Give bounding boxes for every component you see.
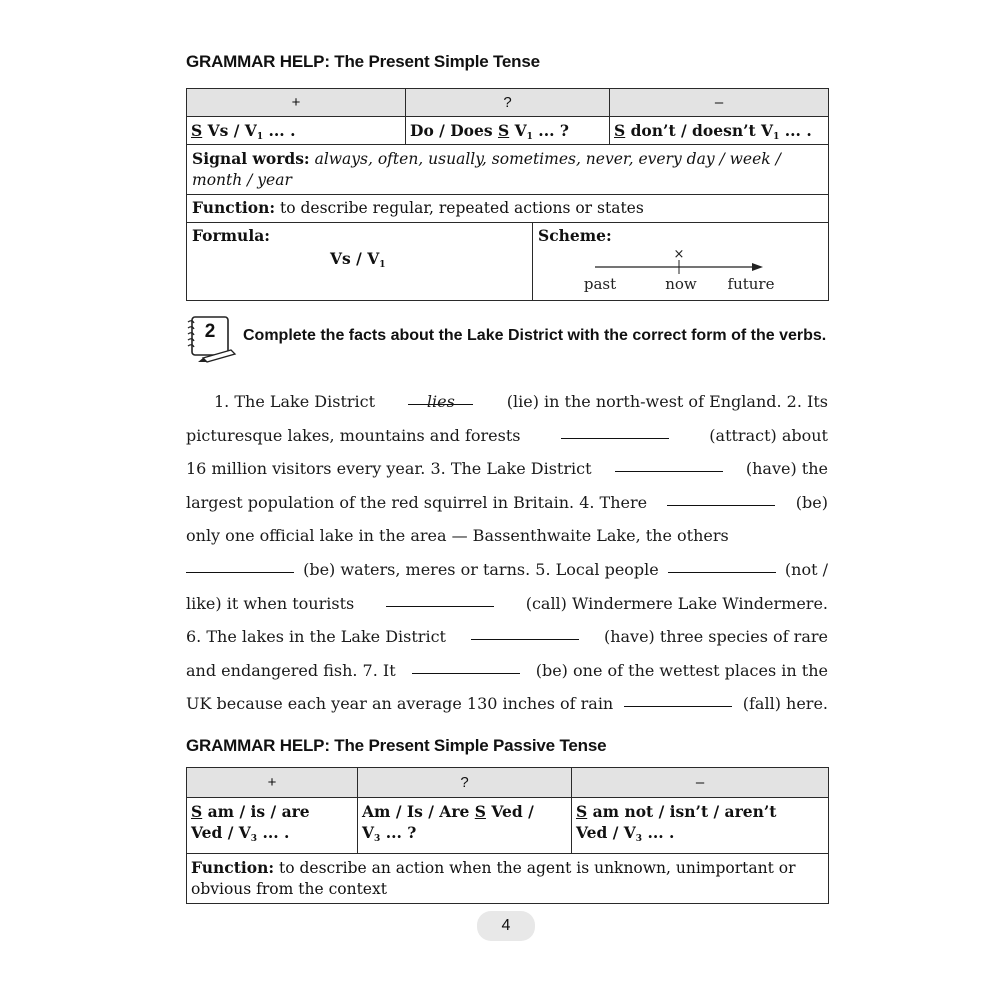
- timeline-label-future: future: [727, 275, 775, 293]
- cell-formula: [187, 223, 533, 301]
- exercise-line: [186, 519, 828, 553]
- table-row: [187, 798, 829, 854]
- cell-negative-form: S am not / isn’t / aren’t Ved / $V_3$ ... .: [572, 798, 829, 854]
- grammar-help-title-passive: GRAMMAR HELP: The Present Simple Passive Tense: [186, 736, 607, 755]
- answer-blank[interactable]: [668, 553, 776, 573]
- page-number: 4: [477, 911, 535, 941]
- exercise-line: [186, 620, 828, 654]
- cell-scheme: [533, 223, 829, 301]
- timeline-now-marker: ×: [673, 247, 685, 262]
- cell-function: Function: to describe regular, repeated actions or states: [187, 195, 829, 223]
- exercise-text-chunk: (be) waters, meres or tarns. 5. Local people: [298, 559, 664, 579]
- header-affirmative: +: [187, 768, 358, 798]
- exercise-text: [186, 385, 828, 721]
- grammar-help-title: GRAMMAR HELP: The Present Simple Tense: [186, 52, 540, 71]
- exercise-line: [186, 553, 828, 587]
- present-simple-table: [186, 88, 829, 301]
- table-header-row: [187, 89, 829, 117]
- table-row: [187, 145, 829, 195]
- exercise-line: [186, 385, 828, 419]
- scheme-label: Scheme:: [538, 226, 612, 245]
- table-row: [187, 223, 829, 301]
- exercise-text-chunk: 16 million visitors every year. 3. The Lake District: [186, 459, 597, 479]
- formula-label: Formula:: [192, 226, 270, 245]
- exercise-text-chunk: UK because each year an average 130 inches of rain: [186, 694, 619, 714]
- cell-affirmative-form: S am / is / are Ved / $V_3$ ... .: [187, 798, 358, 854]
- header-negative: –: [572, 768, 829, 798]
- header-affirmative: +: [187, 89, 406, 117]
- answer-blank[interactable]: [561, 419, 669, 439]
- table-header-row: [187, 768, 829, 798]
- answer-blank[interactable]: [615, 452, 723, 472]
- exercise-text-chunk: 6. The lakes in the Lake District: [186, 627, 452, 647]
- timeline-label-past: past: [583, 275, 617, 293]
- timeline-diagram: [533, 223, 829, 301]
- exercise-text-chunk: (call) Windermere Lake Windermere.: [520, 593, 828, 613]
- exercise-number: 2: [204, 321, 216, 342]
- header-question: ?: [406, 89, 610, 117]
- answer-blank[interactable]: [471, 620, 579, 640]
- formula-value: Vs / $V_1$: [330, 249, 386, 270]
- exercise-text-chunk: picturesque lakes, mountains and forests: [186, 425, 526, 445]
- exercise-text-chunk: (attract) about: [704, 425, 828, 445]
- table-row: [187, 854, 829, 904]
- answer-blank[interactable]: [667, 486, 775, 506]
- exercise-text-chunk: largest population of the red squirrel in Britain. 4. There: [186, 492, 653, 512]
- header-question: ?: [358, 768, 572, 798]
- timeline-label-now: now: [665, 275, 697, 293]
- exercise-line: [186, 654, 828, 688]
- exercise-line: [186, 486, 828, 520]
- header-negative: –: [610, 89, 829, 117]
- exercise-text-chunk: (be): [790, 492, 828, 512]
- exercise-text-chunk: like) it when tourists: [186, 593, 360, 613]
- exercise-text-chunk: and endangered fish. 7. It: [186, 660, 401, 680]
- exercise-line: [186, 419, 828, 453]
- exercise-text-chunk: (not /: [779, 559, 828, 579]
- present-simple-passive-table: [186, 767, 829, 904]
- table-row: [187, 117, 829, 145]
- answer-blank[interactable]: [412, 654, 520, 674]
- exercise-text-chunk: only one official lake in the area — Bassenthwaite Lake, the others: [186, 526, 729, 546]
- exercise-text-chunk: (be) one of the wettest places in the: [530, 660, 828, 680]
- cell-function: Function: to describe an action when the agent is unknown, unimportant or obvious from the context: [187, 854, 829, 904]
- cell-affirmative-form: S Vs / $V_1$ ... .: [187, 117, 406, 145]
- cell-negative-form: S don’t / doesn’t $V_1$ ... .: [610, 117, 829, 145]
- example-answer: lies: [408, 385, 473, 405]
- cell-question-form: Do / Does S $V_1$ ... ?: [406, 117, 610, 145]
- exercise-text-chunk: (fall) here.: [737, 694, 828, 714]
- table-row: [187, 195, 829, 223]
- exercise-line: [186, 452, 828, 486]
- notebook-pencil-icon: [183, 314, 237, 364]
- exercise-instruction: Complete the facts about the Lake District with the correct form of the verbs.: [243, 327, 827, 344]
- exercise-text-chunk: (have) the: [740, 459, 828, 479]
- exercise-line: [186, 587, 828, 621]
- exercise-text-chunk: 1. The Lake District: [214, 392, 381, 411]
- exercise-text-chunk: (have) three species of rare: [598, 627, 828, 647]
- answer-blank[interactable]: [624, 687, 732, 707]
- exercise-line: [186, 687, 828, 721]
- cell-question-form: Am / Is / Are S Ved / $V_3$ ... ?: [358, 798, 572, 854]
- cell-signal-words: Signal words: always, often, usually, sometimes, never, every day / week / month / year: [187, 145, 829, 195]
- answer-blank[interactable]: [386, 587, 494, 607]
- answer-blank[interactable]: [186, 553, 294, 573]
- timeline-arrowhead: [752, 263, 763, 271]
- exercise-text-chunk: (lie) in the north-west of England. 2. Its: [501, 392, 828, 411]
